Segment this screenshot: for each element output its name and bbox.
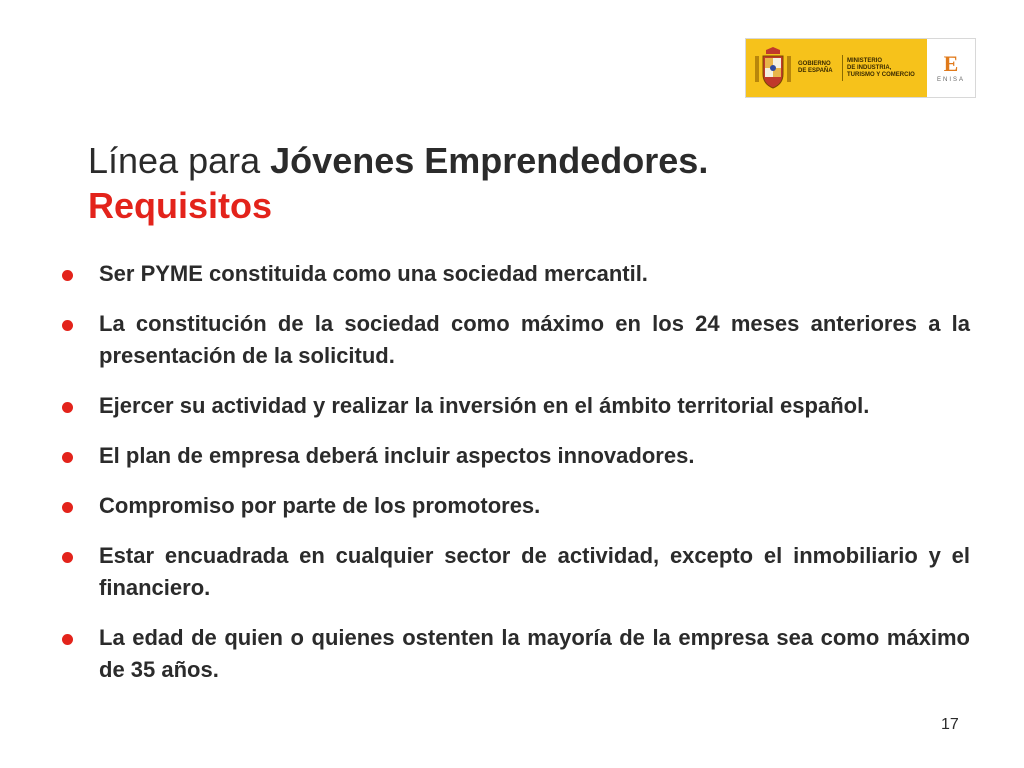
gobierno-text (798, 61, 840, 75)
enisa-letter: E (943, 51, 959, 76)
requirement-item (59, 258, 970, 290)
slide-title (88, 138, 708, 228)
requirement-item (59, 540, 970, 604)
min-line-2: DE INDUSTRIA, (847, 64, 892, 71)
page-number: 17 (941, 716, 959, 733)
gov-line-2: DE ESPAÑA (798, 68, 833, 74)
requirement-item (59, 390, 970, 422)
bullet-dot-icon (62, 320, 73, 331)
title-bold-part: Jóvenes Emprendedores. (270, 140, 709, 181)
bullet-dot-icon (62, 452, 73, 463)
header-logos (745, 38, 976, 98)
requirement-text: Ejercer su actividad y realizar la inversión en el ámbito territorial español. (99, 393, 870, 418)
requirement-text: La constitución de la sociedad como máximo en los 24 meses anteriores a la presentación de la solicitud. (99, 311, 970, 368)
requirement-item (59, 440, 970, 472)
min-line-1: MINISTERIO (847, 57, 883, 64)
min-line-3: TURISMO Y COMERCIO (847, 71, 915, 78)
ministerio-text (847, 58, 927, 79)
gobierno-logo (746, 39, 927, 97)
requirement-item (59, 308, 970, 372)
bullet-dot-icon (62, 270, 73, 281)
gov-line-1: GOBIERNO (798, 61, 831, 67)
requirement-item (59, 622, 970, 686)
requirement-text: Ser PYME constituida como una sociedad mercantil. (99, 261, 648, 286)
requirement-text: Estar encuadrada en cualquier sector de actividad, excepto el inmobiliario y el financiero. (99, 543, 970, 600)
bullet-dot-icon (62, 634, 73, 645)
bullet-dot-icon (62, 552, 73, 563)
bullet-dot-icon (62, 402, 73, 413)
logo-divider (842, 55, 843, 81)
requirement-text: Compromiso por parte de los promotores. (99, 493, 541, 518)
title-light-part: Línea para (88, 140, 271, 181)
coat-of-arms-icon (754, 46, 792, 90)
requirement-text: La edad de quien o quienes ostenten la mayoría de la empresa sea como máximo de 35 años. (99, 625, 970, 682)
requirement-text: El plan de empresa deberá incluir aspectos innovadores. (99, 443, 695, 468)
bullet-dot-icon (62, 502, 73, 513)
enisa-logo (927, 39, 975, 97)
requirements-list (59, 258, 970, 704)
enisa-word: ENISA (936, 77, 965, 83)
slide-subtitle: Requisitos (88, 185, 273, 226)
requirement-item (59, 490, 970, 522)
